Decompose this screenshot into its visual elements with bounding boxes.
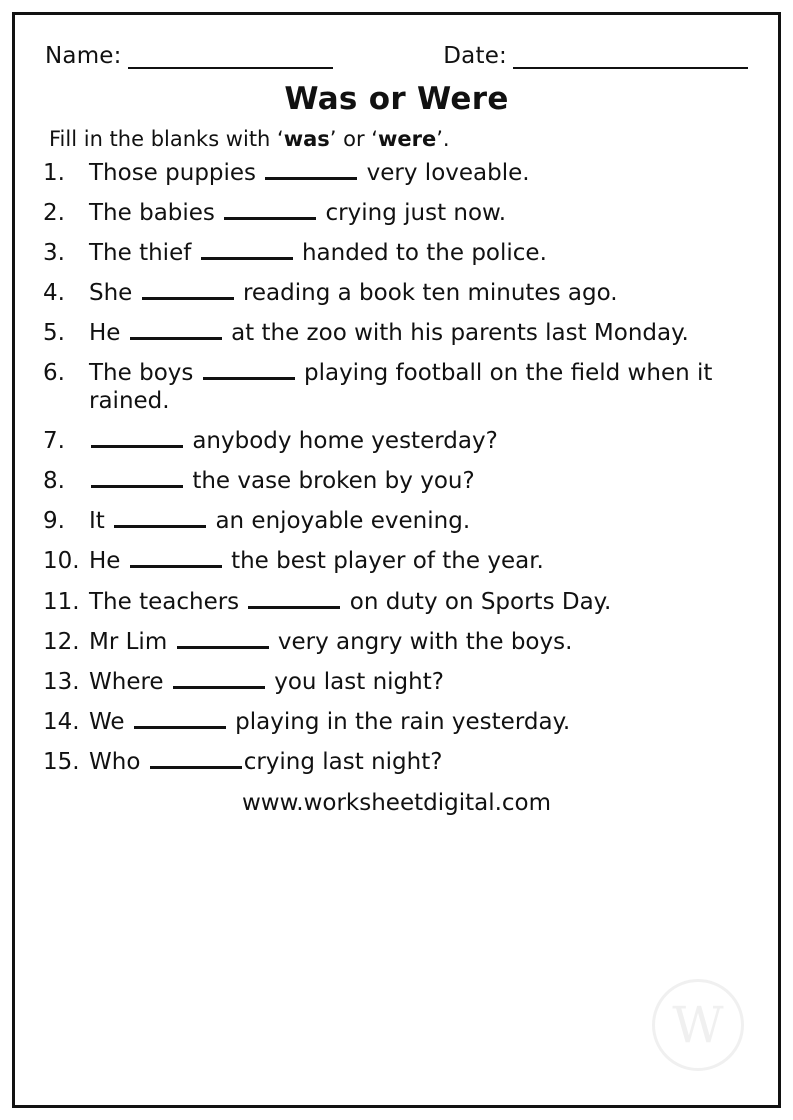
instruction-prefix: Fill in the blanks with ‘ xyxy=(49,127,284,151)
question-before: He xyxy=(89,548,121,575)
question-before: It xyxy=(89,508,105,535)
question-after: very angry with the boys. xyxy=(277,628,573,655)
question-after: crying last night? xyxy=(243,748,443,775)
answer-blank[interactable] xyxy=(130,321,222,340)
question-number: 13. xyxy=(43,668,80,695)
date-field[interactable] xyxy=(443,43,748,69)
question-before: He xyxy=(89,320,121,347)
question-text xyxy=(89,708,752,736)
question-number: 12. xyxy=(43,628,80,655)
question-text xyxy=(89,359,752,415)
date-label: Date: xyxy=(443,43,507,69)
list-item xyxy=(41,547,752,575)
question-after: on duty on Sports Day. xyxy=(349,588,612,615)
question-after: anybody home yesterday? xyxy=(192,428,498,455)
question-text xyxy=(89,748,752,776)
answer-blank[interactable] xyxy=(134,710,226,729)
question-number: 4. xyxy=(43,280,65,307)
question-text xyxy=(89,628,752,656)
name-field[interactable] xyxy=(45,43,333,69)
question-number: 15. xyxy=(43,748,80,775)
question-before: Who xyxy=(89,748,148,775)
question-text xyxy=(89,427,752,455)
question-text xyxy=(89,239,752,267)
answer-blank[interactable] xyxy=(177,630,269,649)
student-meta-row xyxy=(45,43,748,69)
name-write-line[interactable] xyxy=(128,48,333,69)
question-number: 1. xyxy=(43,160,65,186)
list-item xyxy=(41,588,752,616)
answer-blank[interactable] xyxy=(173,670,265,689)
question-before: She xyxy=(89,280,133,307)
question-after: crying just now. xyxy=(325,200,507,227)
question-text xyxy=(89,199,752,227)
answer-blank[interactable] xyxy=(91,469,183,488)
question-text xyxy=(89,668,752,696)
question-after: reading a book ten minutes ago. xyxy=(242,280,618,307)
question-text xyxy=(89,319,752,347)
list-item xyxy=(41,319,752,347)
question-number: 10. xyxy=(43,548,80,575)
page-title: Was or Were xyxy=(284,81,509,117)
question-before: The teachers xyxy=(89,588,240,615)
list-item xyxy=(41,748,752,776)
question-number: 7. xyxy=(43,428,65,455)
question-number: 14. xyxy=(43,708,80,735)
question-before: Mr Lim xyxy=(89,628,168,655)
question-after: playing in the rain yesterday. xyxy=(235,708,571,735)
answer-blank[interactable] xyxy=(114,509,206,528)
answer-blank[interactable] xyxy=(224,201,316,220)
list-item xyxy=(41,427,752,455)
question-number: 2. xyxy=(43,200,65,227)
question-number: 9. xyxy=(43,508,65,535)
list-item xyxy=(41,159,752,187)
question-after: the best player of the year. xyxy=(231,548,544,575)
answer-blank[interactable] xyxy=(203,361,295,380)
question-after: you last night? xyxy=(274,668,444,695)
answer-blank[interactable] xyxy=(265,161,357,180)
list-item xyxy=(41,668,752,696)
answer-blank[interactable] xyxy=(248,590,340,609)
answer-blank[interactable] xyxy=(150,750,242,769)
question-before: Where xyxy=(89,668,164,695)
question-number: 11. xyxy=(43,588,80,615)
question-after: an enjoyable evening. xyxy=(215,508,471,535)
answer-blank[interactable] xyxy=(91,429,183,448)
list-item xyxy=(41,239,752,267)
question-after: very loveable. xyxy=(366,160,530,186)
question-before: The boys xyxy=(89,360,194,387)
list-item xyxy=(41,708,752,736)
list-item xyxy=(41,359,752,415)
list-item xyxy=(41,199,752,227)
question-after: handed to the police. xyxy=(301,240,547,267)
instruction-middle: ’ or ‘ xyxy=(329,127,378,151)
watermark-letter: W xyxy=(672,996,724,1054)
answer-blank[interactable] xyxy=(201,241,293,260)
list-item xyxy=(41,467,752,495)
instruction-text xyxy=(49,127,752,151)
watermark-logo xyxy=(652,979,744,1071)
name-label: Name: xyxy=(45,43,122,69)
question-before: We xyxy=(89,708,125,735)
question-text xyxy=(89,547,752,575)
question-number: 8. xyxy=(43,468,65,495)
question-after: at the zoo with his parents last Monday. xyxy=(231,320,689,347)
list-item xyxy=(41,279,752,307)
answer-blank[interactable] xyxy=(142,281,234,300)
question-text xyxy=(89,279,752,307)
instruction-suffix: ’. xyxy=(436,127,450,151)
instruction-word-were: were xyxy=(377,127,437,151)
question-before: The babies xyxy=(89,200,215,227)
question-number: 3. xyxy=(43,240,65,267)
question-before: The thief xyxy=(89,240,192,267)
instruction-word-was: was xyxy=(283,127,330,151)
answer-blank[interactable] xyxy=(130,549,222,568)
date-write-line[interactable] xyxy=(513,48,748,69)
question-text xyxy=(89,588,752,616)
question-list xyxy=(41,159,752,776)
footer-url: www.worksheetdigital.com xyxy=(241,789,552,816)
question-after: the vase broken by you? xyxy=(192,468,475,495)
list-item xyxy=(41,507,752,535)
question-number: 5. xyxy=(43,320,65,347)
question-text xyxy=(89,467,752,495)
list-item xyxy=(41,628,752,656)
question-text xyxy=(89,159,752,187)
question-before: Those puppies xyxy=(89,160,257,186)
question-text xyxy=(89,507,752,535)
question-after: playing football on the field when it rained. xyxy=(89,360,713,415)
question-number: 6. xyxy=(43,360,65,387)
worksheet-border xyxy=(12,12,781,1108)
